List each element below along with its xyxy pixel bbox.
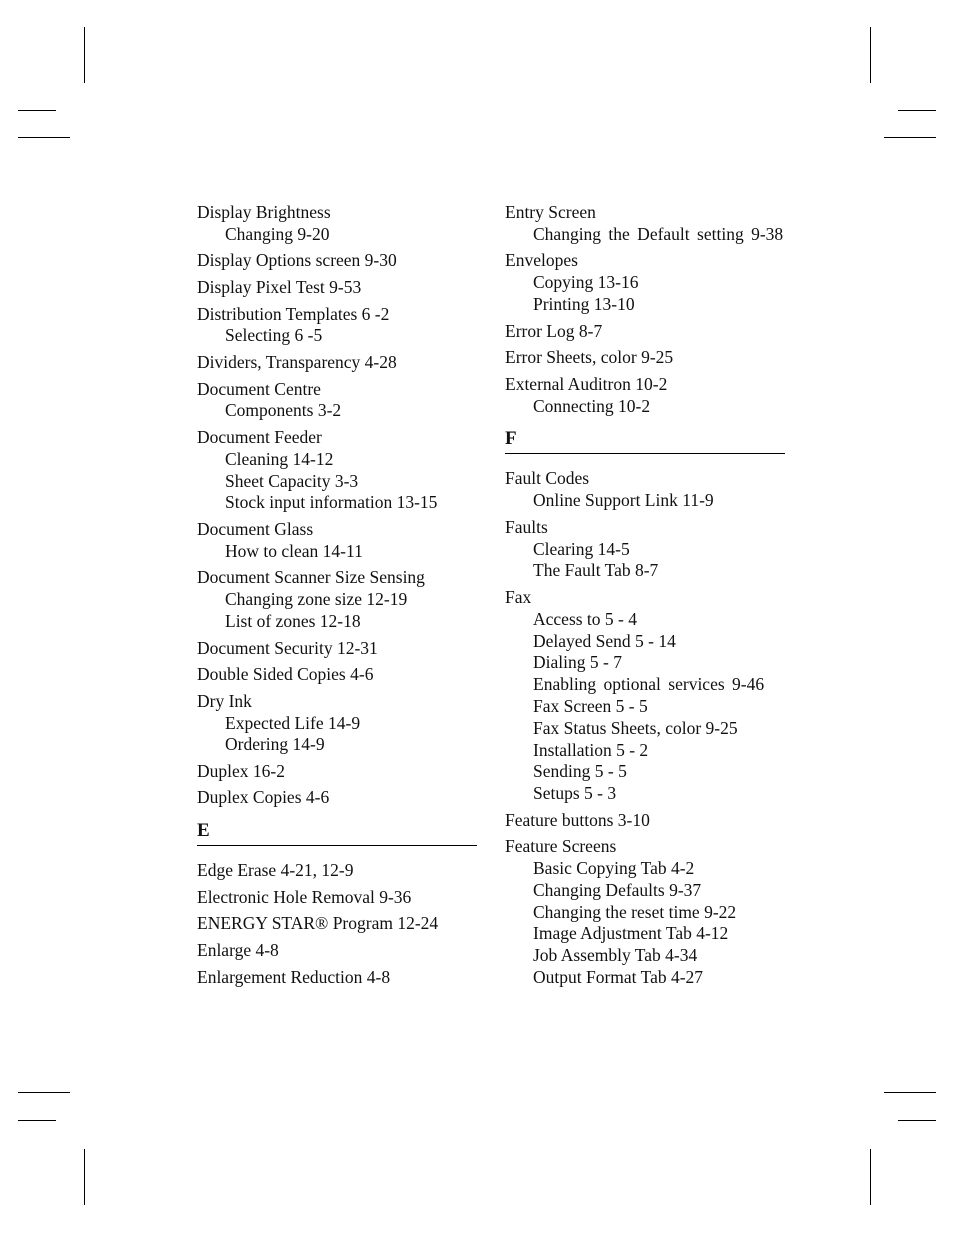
crop-mark-bottom-right-horizontal-lower xyxy=(898,1120,936,1121)
index-entry xyxy=(197,787,477,809)
index-entry xyxy=(197,202,477,246)
index-subentry: The Fault Tab 8-7 xyxy=(533,560,659,581)
index-term: Enlarge 4-8 xyxy=(197,940,279,961)
crop-mark-bottom-left-horizontal-upper xyxy=(18,1092,70,1093)
index-term: Display Pixel Test 9-53 xyxy=(197,276,362,297)
index-subentry: Changing the reset time 9-22 xyxy=(533,901,737,922)
index-subentry: Clearing 14-5 xyxy=(533,538,630,559)
index-term: ENERGY STAR® Program 12-24 xyxy=(197,913,439,934)
index-term: Dry Ink xyxy=(197,690,252,711)
index-term: Duplex Copies 4-6 xyxy=(197,787,330,808)
index-entry xyxy=(197,913,477,935)
index-term: External Auditron 10-2 xyxy=(505,373,668,394)
index-term: Document Glass xyxy=(197,518,314,539)
index-subentry: Setups 5 - 3 xyxy=(533,783,617,804)
index-term: Fault Codes xyxy=(505,468,590,489)
index-entry xyxy=(505,347,785,369)
index-term: Faults xyxy=(505,516,548,537)
index-entry xyxy=(197,940,477,962)
index-entry xyxy=(197,761,477,783)
index-entry xyxy=(197,567,477,632)
index-term: Error Sheets, color 9-25 xyxy=(505,347,674,368)
index-term: Electronic Hole Removal 9-36 xyxy=(197,886,412,907)
index-subentry: Dialing 5 - 7 xyxy=(533,652,622,673)
index-subentry: Changing zone size 12-19 xyxy=(225,589,408,610)
index-term: Document Security 12-31 xyxy=(197,637,378,658)
crop-mark-top-right-horizontal-lower xyxy=(884,137,936,138)
index-term: Duplex 16-2 xyxy=(197,760,285,781)
crop-mark-bottom-right-vertical xyxy=(870,1149,871,1205)
index-term: Entry Screen xyxy=(505,202,596,222)
index-entry xyxy=(505,517,785,582)
index-term: Document Feeder xyxy=(197,426,322,447)
index-term: Feature buttons 3-10 xyxy=(505,809,650,830)
index-subentry: Installation 5 - 2 xyxy=(533,739,649,760)
index-entry xyxy=(197,860,477,882)
index-subentry: Selecting 6 -5 xyxy=(225,325,323,346)
index-term: Display Brightness xyxy=(197,202,331,222)
index-term: Enlargement Reduction 4-8 xyxy=(197,966,391,987)
index-term: Edge Erase 4-21, 12-9 xyxy=(197,860,354,881)
index-term: Double Sided Copies 4-6 xyxy=(197,664,374,685)
index-entry xyxy=(505,202,785,246)
index-entry xyxy=(197,277,477,299)
index-term: Feature Screens xyxy=(505,836,617,857)
crop-mark-top-left-horizontal-upper xyxy=(18,110,56,111)
crop-mark-top-right-horizontal-upper xyxy=(898,110,936,111)
index-subentry: Components 3-2 xyxy=(225,400,342,421)
index-subentry: Access to 5 - 4 xyxy=(533,608,638,629)
index-subentry: Changing the Default setting 9-38 xyxy=(533,223,784,244)
index-subentry: Job Assembly Tab 4-34 xyxy=(533,945,698,966)
index-entry xyxy=(197,691,477,756)
section-heading xyxy=(197,819,477,846)
index-entry xyxy=(197,352,477,374)
index-entry xyxy=(197,379,477,423)
index-entry xyxy=(505,836,785,989)
index-subentry: Printing 13-10 xyxy=(533,293,635,314)
index-subentry: Delayed Send 5 - 14 xyxy=(533,630,676,651)
crop-mark-bottom-left-horizontal-lower xyxy=(18,1120,56,1121)
section-letter: F xyxy=(505,428,517,450)
crop-mark-bottom-left-vertical xyxy=(84,1149,85,1205)
index-term: Error Log 8-7 xyxy=(505,320,603,341)
index-term: Envelopes xyxy=(505,250,578,271)
index-subentry: Enabling optional services 9-46 xyxy=(533,674,765,695)
index-subentry: Ordering 14-9 xyxy=(225,734,325,755)
index-entry xyxy=(197,427,477,514)
index-subentry: Sheet Capacity 3-3 xyxy=(225,470,359,491)
index-term: Dividers, Transparency 4-28 xyxy=(197,351,397,372)
section-divider xyxy=(505,453,785,454)
index-entry xyxy=(197,250,477,272)
crop-mark-top-right-vertical xyxy=(870,27,871,83)
index-subentry: Connecting 10-2 xyxy=(533,395,651,416)
index-entry xyxy=(197,519,477,563)
section-divider xyxy=(197,845,477,846)
index-entry xyxy=(197,967,477,989)
index-subentry: Changing 9-20 xyxy=(225,223,330,244)
index-subentry: How to clean 14-11 xyxy=(225,540,363,561)
index-subentry: Changing Defaults 9-37 xyxy=(533,879,702,900)
index-term: Distribution Templates 6 -2 xyxy=(197,303,390,324)
index-subentry: Cleaning 14-12 xyxy=(225,448,334,469)
index-entry xyxy=(197,638,477,660)
crop-mark-bottom-right-horizontal-upper xyxy=(884,1092,936,1093)
index-entry xyxy=(197,304,477,348)
index-subentry: Expected Life 14-9 xyxy=(225,712,361,733)
index-subentry: Fax Status Sheets, color 9-25 xyxy=(533,717,738,738)
index-subentry: Basic Copying Tab 4-2 xyxy=(533,858,695,879)
section-heading xyxy=(505,427,785,454)
index-subentry: Image Adjustment Tab 4-12 xyxy=(533,923,729,944)
crop-mark-top-left-vertical xyxy=(84,27,85,83)
index-term: Document Scanner Size Sensing xyxy=(197,567,425,588)
section-letter: E xyxy=(197,820,210,842)
index-subentry: Copying 13-16 xyxy=(533,272,639,293)
index-subentry: List of zones 12-18 xyxy=(225,610,361,631)
index-entry xyxy=(505,468,785,512)
index-subentry: Stock input information 13-15 xyxy=(225,492,438,513)
index-subentry: Online Support Link 11-9 xyxy=(533,490,714,511)
index-subentry: Sending 5 - 5 xyxy=(533,761,627,782)
index-term: Document Centre xyxy=(197,378,321,399)
index-subentry: Fax Screen 5 - 5 xyxy=(533,695,648,716)
crop-mark-top-left-horizontal-lower xyxy=(18,137,70,138)
index-entry xyxy=(505,321,785,343)
index-term: Display Options screen 9-30 xyxy=(197,250,397,271)
index-entry xyxy=(505,810,785,832)
index-column-right xyxy=(505,202,785,989)
index-entry xyxy=(505,374,785,418)
index-entry xyxy=(197,664,477,686)
index-subentry: Output Format Tab 4-27 xyxy=(533,967,704,988)
index-entry xyxy=(197,887,477,909)
index-column-left xyxy=(197,202,477,988)
index-term: Fax xyxy=(505,586,532,607)
index-entry xyxy=(505,587,785,805)
index-entry xyxy=(505,250,785,315)
